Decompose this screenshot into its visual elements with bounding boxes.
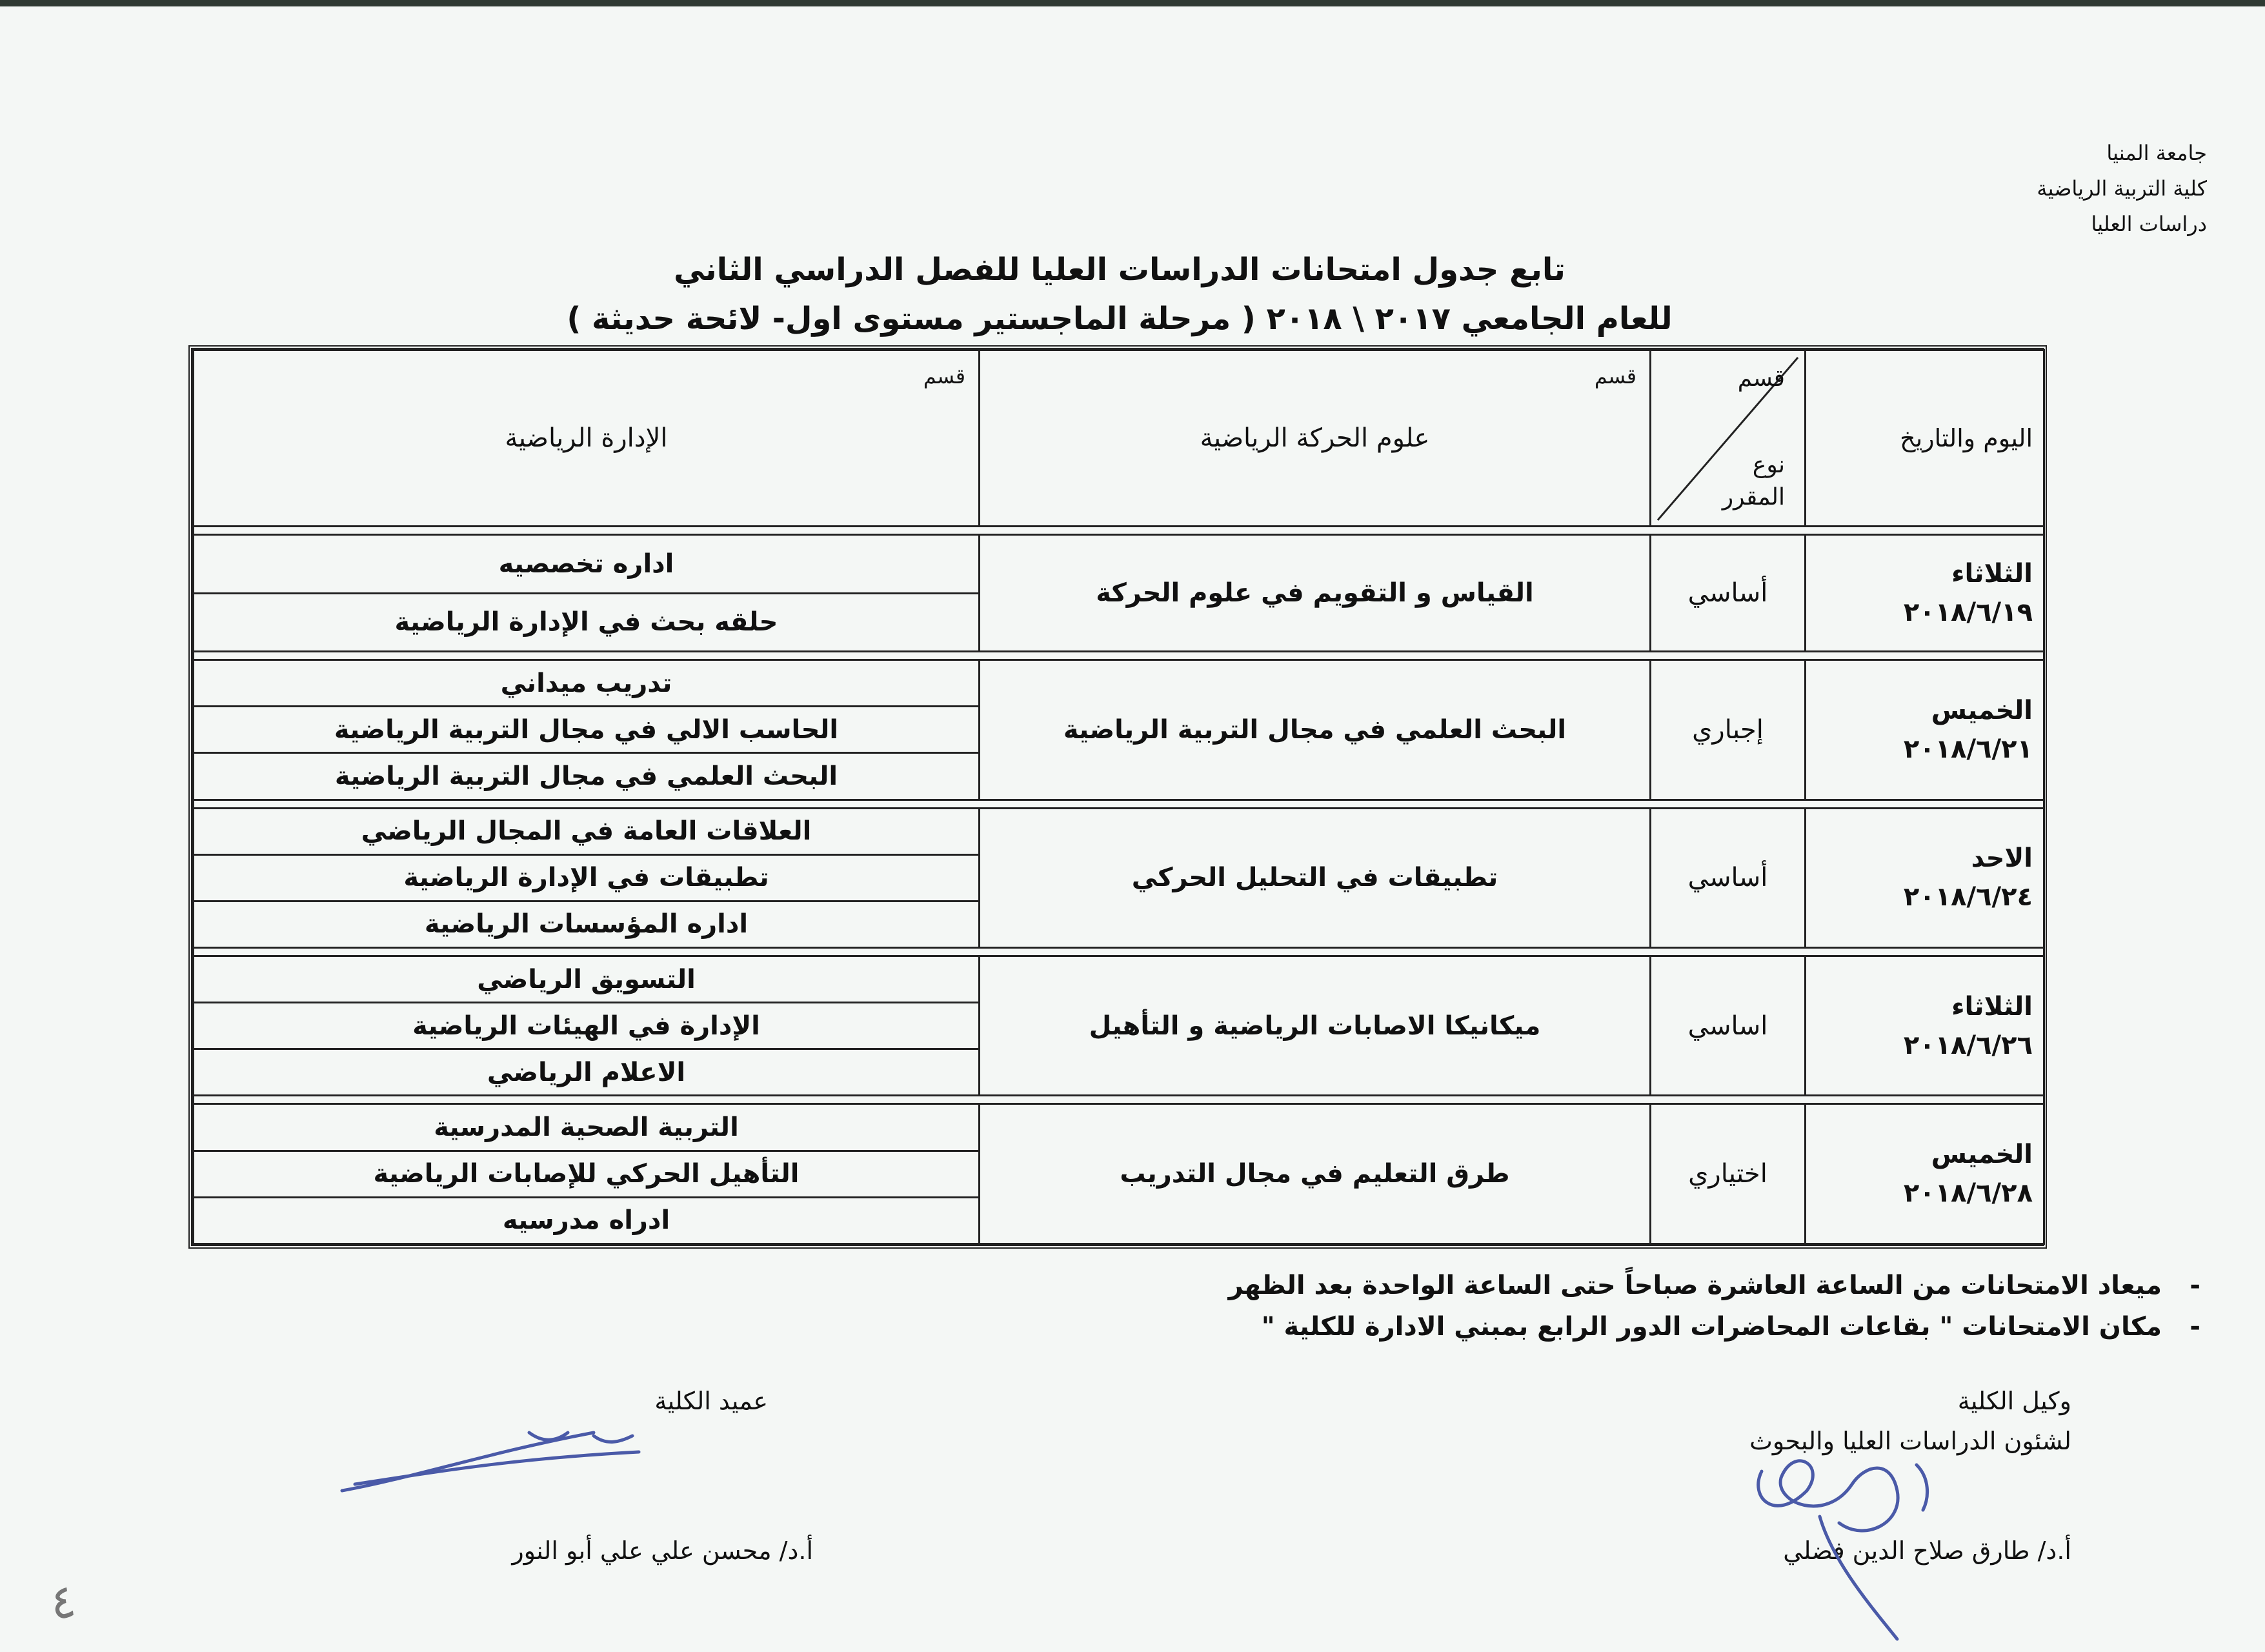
vice-dean-office: لشئون الدراسات العليا والبحوث — [1749, 1427, 2071, 1455]
movement-header-small: قسم — [1594, 364, 1636, 388]
note-time-text: ميعاد الامتحانات من الساعة العاشرة صباحاً حتى الساعة الواحدة بعد الظهر — [1228, 1271, 2162, 1300]
table-row — [194, 808, 2044, 854]
management-subject: البحث العلمي في مجال التربية الرياضية — [194, 753, 980, 800]
row-separator — [194, 527, 2044, 535]
exam-day: الثلاثاء — [1951, 559, 2033, 589]
management-header-small: قسم — [923, 364, 965, 388]
management-header-name: الإدارة الرياضية — [505, 423, 668, 453]
vice-dean-title: وكيل الكلية — [1957, 1387, 2071, 1415]
title-line-2: للعام الجامعي ٢٠١٧ \ ٢٠١٨ ( مرحلة الماجستير مستوى اول- لائحة حديثة ) — [567, 301, 1673, 337]
movement-header-name: علوم الحركة الرياضية — [1200, 423, 1430, 453]
kind-header-top: قسم — [1737, 365, 1785, 392]
table-row — [194, 1104, 2044, 1151]
exam-date: ٢٠١٨/٦/٢٨ — [1903, 1178, 2033, 1209]
note-bullet: - — [2190, 1312, 2200, 1342]
course-kind: اختياري — [1651, 1104, 1806, 1244]
note-place-text: مكان الامتحانات " بقاعات المحاضرات الدور الرابع بمبني الادارة للكلية " — [1261, 1312, 2162, 1342]
faculty-name: كلية التربية الرياضية — [2037, 176, 2207, 201]
exam-date: ٢٠١٨/٦/٢٤ — [1903, 882, 2033, 912]
management-subject: اداره المؤسسات الرياضية — [194, 901, 980, 947]
date-cell — [1806, 660, 2044, 800]
management-subject: الحاسب الالي في مجال التربية الرياضية — [194, 707, 980, 753]
separator-cell — [194, 1096, 2044, 1104]
date-cell — [1806, 808, 2044, 947]
management-subject: الإدارة في الهيئات الرياضية — [194, 1003, 980, 1049]
vice-dean-name: أ.د/ طارق صلاح الدين فضلي — [1783, 1536, 2071, 1565]
date-cell — [1806, 956, 2044, 1095]
course-kind: اساسي — [1651, 956, 1806, 1095]
exam-day: الخميس — [1931, 695, 2033, 725]
vice-dean-handwritten-signature — [1736, 1394, 1968, 1652]
page-number: ٤ — [46, 1573, 79, 1631]
exam-schedule-table — [188, 345, 2047, 1249]
management-subject: الاعلام الرياضي — [194, 1049, 980, 1096]
table-row — [194, 535, 2044, 594]
management-subject: حلقه بحث في الإدارة الرياضية — [194, 593, 980, 652]
management-header — [194, 350, 980, 527]
top-border-line — [0, 0, 2265, 6]
separator-cell — [194, 800, 2044, 808]
dean-handwritten-signature — [336, 1407, 671, 1504]
date-cell — [1806, 1104, 2044, 1244]
movement-subject: القياس و التقويم في علوم الحركة — [980, 535, 1651, 652]
row-separator — [194, 652, 2044, 660]
header-row — [194, 350, 2044, 527]
course-kind: إجباري — [1651, 660, 1806, 800]
separator-cell — [194, 527, 2044, 535]
row-separator — [194, 800, 2044, 808]
note-time — [265, 1265, 2200, 1306]
course-kind: أساسي — [1651, 535, 1806, 652]
management-subject: التسويق الرياضي — [194, 956, 980, 1002]
movement-header — [980, 350, 1651, 527]
date-header: اليوم والتاريخ — [1806, 350, 2044, 527]
exam-day: الخميس — [1931, 1140, 2033, 1170]
row-separator — [194, 947, 2044, 956]
kind-header-bottom: نوع المقرر — [1722, 452, 1785, 510]
institution-header — [1936, 136, 2207, 242]
note-bullet: - — [2190, 1271, 2200, 1300]
exam-date: ٢٠١٨/٦/١٩ — [1903, 598, 2033, 628]
management-subject: ادراه مدرسيه — [194, 1197, 980, 1244]
management-subject: تطبيقات في الإدارة الرياضية — [194, 854, 980, 901]
dean-name: أ.د/ محسن علي علي أبو النور — [512, 1536, 813, 1565]
movement-subject: طرق التعليم في مجال التدريب — [980, 1104, 1651, 1244]
schedule-grid — [192, 349, 2045, 1245]
exam-day: الثلاثاء — [1951, 991, 2033, 1022]
university-name: جامعة المنيا — [2106, 141, 2207, 165]
exam-date: ٢٠١٨/٦/٢٦ — [1903, 1030, 2033, 1060]
table-row — [194, 660, 2044, 707]
department-name: دراسات العليا — [2091, 212, 2207, 236]
course-kind: أساسي — [1651, 808, 1806, 947]
exam-day: الاحد — [1971, 843, 2033, 874]
table-row — [194, 956, 2044, 1002]
management-subject: تدريب ميداني — [194, 660, 980, 707]
separator-cell — [194, 947, 2044, 956]
date-cell — [1806, 535, 2044, 652]
management-subject: العلاقات العامة في المجال الرياضي — [194, 808, 980, 854]
document-title — [187, 245, 2052, 343]
movement-subject: البحث العلمي في مجال التربية الرياضية — [980, 660, 1651, 800]
dean-title: عميد الكلية — [654, 1387, 768, 1415]
separator-cell — [194, 652, 2044, 660]
notes-block — [265, 1265, 2200, 1347]
movement-subject: تطبيقات في التحليل الحركي — [980, 808, 1651, 947]
management-subject: التأهيل الحركي للإصابات الرياضية — [194, 1151, 980, 1197]
note-place — [265, 1306, 2200, 1347]
row-separator — [194, 1096, 2044, 1104]
exam-date: ٢٠١٨/٦/٢١ — [1903, 734, 2033, 764]
management-subject: التربية الصحية المدرسية — [194, 1104, 980, 1151]
management-subject: اداره تخصصيه — [194, 535, 980, 594]
kind-header — [1651, 350, 1806, 527]
title-line-1: تابع جدول امتحانات الدراسات العليا للفصل الدراسي الثاني — [674, 252, 1565, 288]
movement-subject: ميكانيكا الاصابات الرياضية و التأهيل — [980, 956, 1651, 1095]
